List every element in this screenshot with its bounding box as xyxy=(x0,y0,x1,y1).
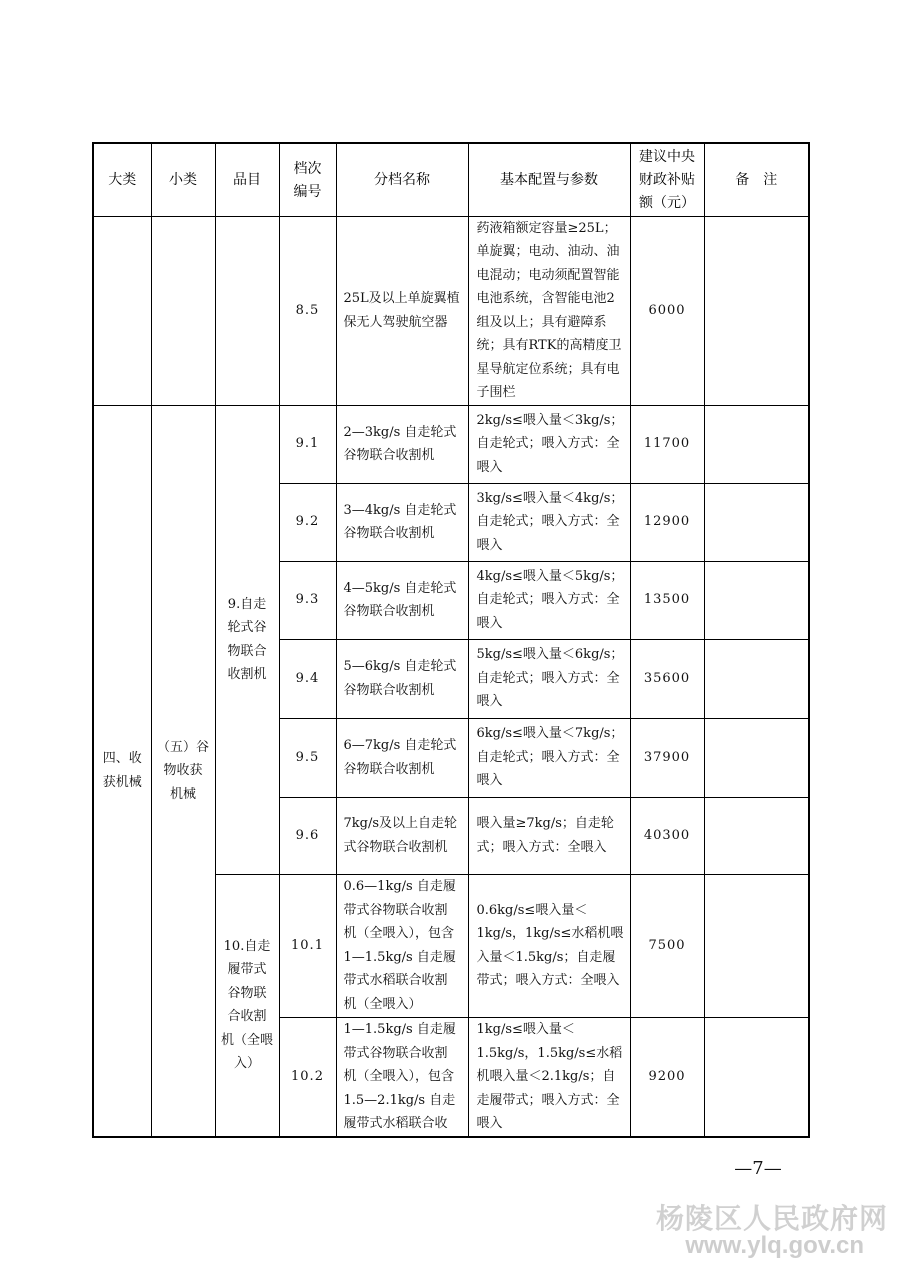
text-line: 保无人驾驶航空器 xyxy=(343,314,448,330)
text-line: 1.5kg/s，1.5kg/s≤水稻 xyxy=(476,1045,623,1061)
text-line: 物收获 xyxy=(163,763,203,778)
cell-grade-name xyxy=(336,874,468,1017)
text-line: 喂入 xyxy=(476,459,503,475)
text-line: 建议中央 xyxy=(639,148,695,165)
text-line: 谷物联合收割机 xyxy=(343,761,435,777)
text-line: 式；喂入方式：全喂入 xyxy=(476,839,607,855)
text-line: 统；具有RTK的高精度卫 xyxy=(476,338,622,353)
cell-config xyxy=(468,874,630,1017)
text-line: 喂入 xyxy=(476,773,503,789)
cell-grade-name xyxy=(336,1017,468,1137)
text-line: 2—3kg/s 自走轮式 xyxy=(343,424,457,440)
text-line: 4—5kg/s 自走轮式 xyxy=(343,580,457,596)
text-line: 1kg/s≤喂入量＜ xyxy=(476,1022,575,1037)
text-line: 电混动；电动须配置智能 xyxy=(476,267,620,283)
header-subsidy xyxy=(630,143,704,216)
text-line: 1—1.5kg/s 自走履 xyxy=(343,949,456,965)
header-category: 大类 xyxy=(93,143,151,216)
cell-grade-code: 9.5 xyxy=(279,718,336,797)
cell-grade-name xyxy=(336,216,468,405)
text-line: 谷物联 xyxy=(227,985,267,1001)
text-line: 财政补贴 xyxy=(639,171,695,188)
text-line: 喂入 xyxy=(476,615,503,631)
cell-subsidy: 6000 xyxy=(630,216,704,405)
cell-grade-code: 9.2 xyxy=(279,483,336,561)
text-line: 机（全喂 xyxy=(220,1032,273,1048)
text-line: 带式；喂入方式：全喂入 xyxy=(476,973,620,988)
cell-remarks xyxy=(704,639,809,718)
header-item: 品目 xyxy=(215,143,279,216)
text-line: 谷物联合收割机 xyxy=(343,448,435,463)
cell-config xyxy=(468,561,630,639)
cell-subsidy: 11700 xyxy=(630,405,704,483)
text-line: 4kg/s≤喂入量＜5kg/s； xyxy=(476,568,624,584)
text-line: 喂入 xyxy=(476,537,503,553)
text-line: 自走轮式；喂入方式：全 xyxy=(476,514,620,530)
text-line: 机械 xyxy=(169,786,196,802)
text-line: 星导航定位系统；具有电 xyxy=(476,361,620,377)
cell-grade-code: 9.1 xyxy=(279,405,336,483)
cell-remarks xyxy=(704,561,809,639)
text-line: 合收割 xyxy=(227,1009,267,1025)
cell-remarks xyxy=(704,405,809,483)
cell-item-wheeled-harvester xyxy=(215,405,279,874)
cell-remarks xyxy=(704,874,809,1017)
text-line: 额（元） xyxy=(639,194,695,211)
page-number: —7— xyxy=(734,1158,782,1179)
text-line: 物联合 xyxy=(227,643,267,659)
text-line: 机（全喂入），包含 xyxy=(343,926,455,941)
text-line: 带式水稻联合收割 xyxy=(343,973,448,988)
text-line: 编号 xyxy=(293,182,322,199)
cell-subsidy: 9200 xyxy=(630,1017,704,1137)
text-line: 5—6kg/s 自走轮式 xyxy=(343,659,457,674)
cell-category-empty xyxy=(93,216,151,405)
text-line: 自走轮式；喂入方式：全 xyxy=(476,592,620,608)
cell-subsidy: 37900 xyxy=(630,718,704,797)
cell-grade-name xyxy=(336,483,468,561)
text-line: 走履带式；喂入方式：全 xyxy=(476,1092,620,1108)
text-line: 档次 xyxy=(293,159,322,176)
text-line: 入量＜1.5kg/s；自走履 xyxy=(476,949,616,965)
cell-grade-code: 9.4 xyxy=(279,639,336,718)
table-row xyxy=(93,216,809,405)
text-line: 6—7kg/s 自走轮式 xyxy=(343,738,457,753)
text-line: 四、收 xyxy=(102,751,142,767)
text-line: 5kg/s≤喂入量＜6kg/s； xyxy=(476,647,624,663)
text-line: 带式谷物联合收割 xyxy=(343,902,448,918)
text-line: 喂入 xyxy=(476,694,503,710)
cell-grade-code: 9.6 xyxy=(279,797,336,874)
text-line: 0.6kg/s≤喂入量＜ xyxy=(476,902,588,918)
text-line: （五）谷 xyxy=(156,739,209,755)
text-line: 单旋翼；电动、油动、油 xyxy=(476,244,620,259)
text-line: 喂入量≥7kg/s；自走轮 xyxy=(476,816,614,831)
text-line: 1.5—2.1kg/s 自走 xyxy=(343,1092,456,1108)
text-line: 谷物联合收割机 xyxy=(343,604,435,619)
text-line: 2kg/s≤喂入量＜3kg/s； xyxy=(476,412,624,428)
cell-grade-name xyxy=(336,405,468,483)
cell-subsidy: 13500 xyxy=(630,561,704,639)
cell-subsidy: 12900 xyxy=(630,483,704,561)
text-line: 履带式水稻联合收 xyxy=(343,1116,448,1131)
text-line: 7kg/s及以上自走轮 xyxy=(343,816,458,831)
cell-remarks xyxy=(704,797,809,874)
cell-grade-code: 10.2 xyxy=(279,1017,336,1137)
header-subcategory: 小类 xyxy=(151,143,215,216)
header-grade-name: 分档名称 xyxy=(336,143,468,216)
text-line: 0.6—1kg/s 自走履 xyxy=(343,879,456,894)
text-line: 带式谷物联合收割 xyxy=(343,1045,448,1061)
text-line: 电池系统，含智能电池2 xyxy=(476,291,615,306)
cell-remarks xyxy=(704,216,809,405)
cell-grade-name xyxy=(336,639,468,718)
text-line: 式谷物联合收割机 xyxy=(343,839,448,855)
text-line: 10.自走 xyxy=(223,938,271,954)
text-line: 自走轮式；喂入方式：全 xyxy=(476,436,620,452)
text-line: 6kg/s≤喂入量＜7kg/s； xyxy=(476,726,624,742)
text-line: 组及以上；具有避障系 xyxy=(476,314,607,330)
cell-config xyxy=(468,718,630,797)
text-line: 喂入 xyxy=(476,1116,503,1131)
text-line: 入） xyxy=(233,1056,260,1072)
text-line: 机喂入量＜2.1kg/s；自 xyxy=(476,1069,616,1084)
cell-config xyxy=(468,216,630,405)
cell-category-harvest xyxy=(93,405,151,1137)
text-line: 机（全喂入），包含 xyxy=(343,1069,455,1084)
cell-subsidy: 7500 xyxy=(630,874,704,1017)
table-header-row xyxy=(93,143,809,216)
text-line: 子围栏 xyxy=(476,385,516,400)
watermark-url: www.ylq.gov.cn xyxy=(685,1232,864,1259)
text-line: 3kg/s≤喂入量＜4kg/s； xyxy=(476,490,624,506)
cell-grade-code: 10.1 xyxy=(279,874,336,1017)
cell-remarks xyxy=(704,718,809,797)
cell-item-empty xyxy=(215,216,279,405)
watermark-site-name: 杨陵区人民政府网 xyxy=(655,1202,888,1235)
cell-subsidy: 35600 xyxy=(630,639,704,718)
text-line: 1kg/s，1kg/s≤水稻机喂 xyxy=(476,926,624,941)
text-line: 自走轮式；喂入方式：全 xyxy=(476,670,620,686)
text-line: 谷物联合收割机 xyxy=(343,682,435,698)
table-row xyxy=(93,405,809,483)
cell-grade-code: 9.3 xyxy=(279,561,336,639)
cell-config xyxy=(468,405,630,483)
cell-subsidy: 40300 xyxy=(630,797,704,874)
cell-grade-code: 8.5 xyxy=(279,216,336,405)
cell-subcategory-empty xyxy=(151,216,215,405)
text-line: 获机械 xyxy=(102,774,142,790)
text-line: 收割机 xyxy=(227,667,267,682)
cell-grade-name xyxy=(336,797,468,874)
cell-remarks xyxy=(704,1017,809,1137)
cell-item-tracked-harvester xyxy=(215,874,279,1137)
header-config: 基本配置与参数 xyxy=(468,143,630,216)
cell-grade-name xyxy=(336,718,468,797)
cell-grade-name xyxy=(336,561,468,639)
cell-config xyxy=(468,1017,630,1137)
subsidy-table xyxy=(92,142,810,1138)
text-line: 9.自走 xyxy=(227,596,267,612)
cell-subcategory-grain-harvest xyxy=(151,405,215,1137)
text-line: 轮式谷 xyxy=(227,620,267,635)
text-line: 3—4kg/s 自走轮式 xyxy=(343,502,457,518)
text-line: 机（全喂入） xyxy=(343,996,422,1012)
text-line: 1—1.5kg/s 自走履 xyxy=(343,1022,456,1037)
cell-config xyxy=(468,639,630,718)
text-line: 25L及以上单旋翼植 xyxy=(343,291,460,306)
text-line: 谷物联合收割机 xyxy=(343,526,435,541)
text-line: 履带式 xyxy=(227,962,267,978)
cell-config xyxy=(468,797,630,874)
text-line: 药液箱额定容量≥25L； xyxy=(476,220,617,236)
cell-remarks xyxy=(704,483,809,561)
header-grade-code xyxy=(279,143,336,216)
text-line: 自走轮式；喂入方式：全 xyxy=(476,749,620,765)
cell-config xyxy=(468,483,630,561)
header-remarks: 备 注 xyxy=(704,143,809,216)
